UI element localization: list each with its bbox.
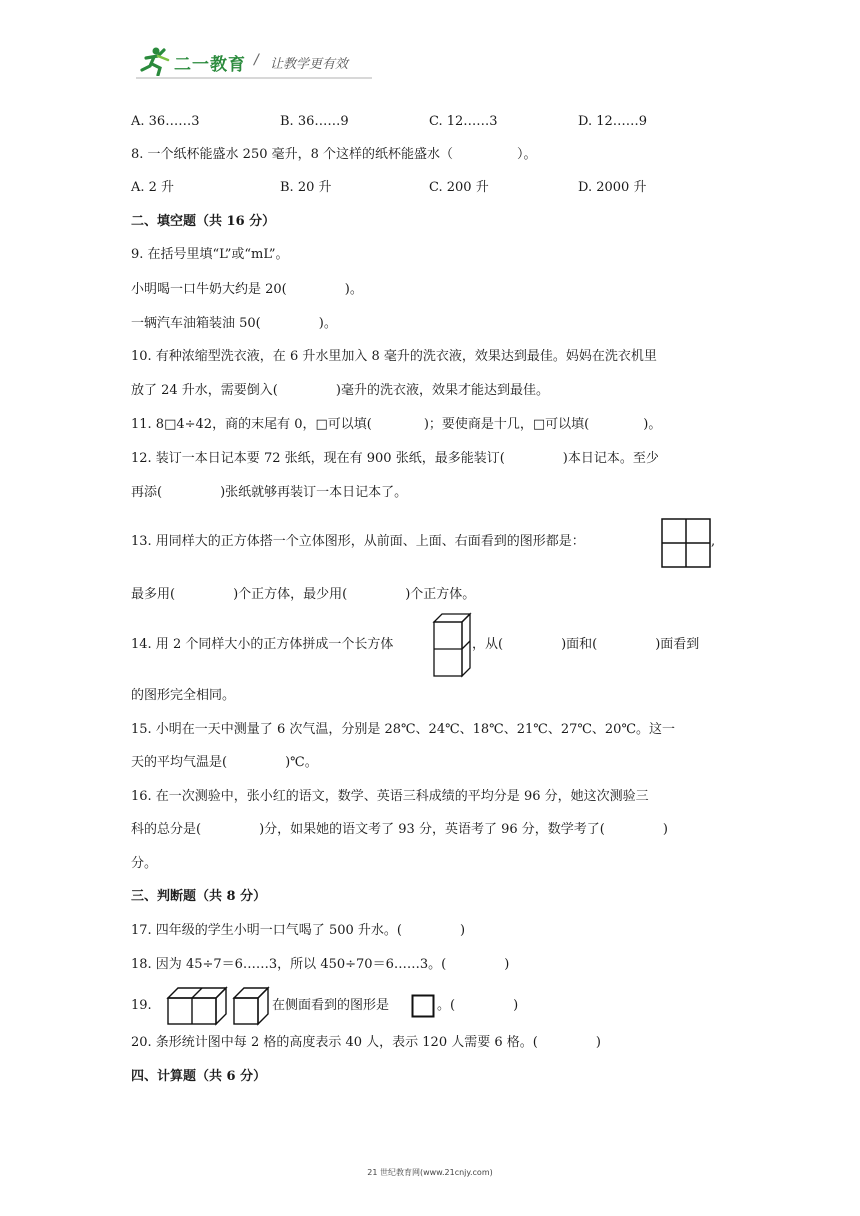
q18-stem: 18. 因为 45÷7＝6……3，所以 450÷70＝6……3。( ) [131, 957, 510, 972]
cuboid-figure-icon [432, 612, 472, 678]
q14-line-1-a: 14. 用 2 个同样大小的正方体拼成一个长方体 [131, 637, 394, 652]
q8-option-d: D. 2000 升 [578, 180, 647, 195]
logo-text: 二一教育 [174, 55, 246, 75]
section-heading-calculation: 四、计算题（共 6 分） [131, 1069, 267, 1084]
q13-comma: , [711, 534, 716, 549]
q7-option-a: A. 36……3 [131, 114, 200, 129]
page-footer: 21 世纪教育网(www.21cnjy.com) [367, 1168, 493, 1177]
q15-line-1: 15. 小明在一天中测量了 6 次气温，分别是 28℃、24℃、18℃、21℃、27℃、20℃。这一 [131, 722, 675, 737]
q9-stem: 9. 在括号里填“L”或“mL”。 [131, 247, 289, 262]
q19-number: 19. [131, 998, 152, 1013]
q13-line-2: 最多用( )个正方体，最少用( )个正方体。 [131, 587, 476, 602]
q15-line-2: 天的平均气温是( )℃。 [131, 755, 318, 770]
q12-line-2: 再添( )张纸就够再装订一本日记本了。 [131, 485, 408, 500]
q11-stem: 11. 8□4÷42，商的末尾有 0，□可以填( )；要使商是十几，□可以填( )。 [131, 417, 662, 432]
q10-line-2: 放了 24 升水，需要倒入( )毫升的洗衣液，效果才能达到最佳。 [131, 383, 549, 398]
q8-option-a: A. 2 升 [131, 180, 175, 195]
q10-line-1: 10. 有种浓缩型洗衣液，在 6 升水里加入 8 毫升的洗衣液，效果达到最佳。妈妈在洗衣机里 [131, 349, 657, 364]
q16-line-3: 分。 [131, 856, 158, 871]
logo-slogan: 让教学更有效 [270, 57, 349, 72]
section-heading-true-false: 三、判断题（共 8 分） [131, 889, 267, 904]
q19-answer: 。( ) [437, 998, 519, 1013]
q16-line-1: 16. 在一次测验中，张小红的语文，数学、英语三科成绩的平均分是 96 分，她这次测验三 [131, 789, 649, 804]
q8-option-b: B. 20 升 [280, 180, 332, 195]
q14-line-1-b: ，从( )面和( )面看到 [472, 637, 700, 652]
q7-option-b: B. 36……9 [280, 114, 349, 129]
q9-line-1: 小明喝一口牛奶大约是 20( )。 [131, 282, 363, 297]
q8-stem: 8. 一个纸杯能盛水 250 毫升，8 个这样的纸杯能盛水（ ）。 [131, 147, 537, 162]
square-view-icon [411, 994, 435, 1018]
q12-line-1: 12. 装订一本日记本要 72 张纸，现在有 900 张纸，最多能装订( )本日记本。至少 [131, 451, 659, 466]
four-squares-view-icon [661, 518, 711, 568]
cubes-figure-icon [166, 986, 272, 1026]
logo-divider: / [254, 52, 259, 68]
q7-option-c: C. 12……3 [429, 114, 498, 129]
q8-option-c: C. 200 升 [429, 180, 489, 195]
runner-logo-icon [136, 46, 172, 76]
q17-stem: 17. 四年级的学生小明一口气喝了 500 升水。( ) [131, 923, 466, 938]
q7-option-d: D. 12……9 [578, 114, 648, 129]
q14-line-2: 的图形完全相同。 [131, 688, 236, 703]
q19-stem: 在侧面看到的图形是 [272, 998, 390, 1013]
q9-line-2: 一辆汽车油箱装油 50( )。 [131, 316, 337, 331]
q20-stem: 20. 条形统计图中每 2 格的高度表示 40 人，表示 120 人需要 6 格。( ) [131, 1035, 601, 1050]
header-logo [136, 44, 376, 84]
q16-line-2: 科的总分是( )分，如果她的语文考了 93 分，英语考了 96 分，数学考了( ) [131, 822, 668, 837]
header-rule [136, 77, 372, 79]
section-heading-fill-blank: 二、填空题（共 16 分） [131, 214, 276, 229]
q13-line-1: 13. 用同样大的正方体搭一个立体图形，从前面、上面、右面看到的图形都是： [131, 534, 585, 549]
